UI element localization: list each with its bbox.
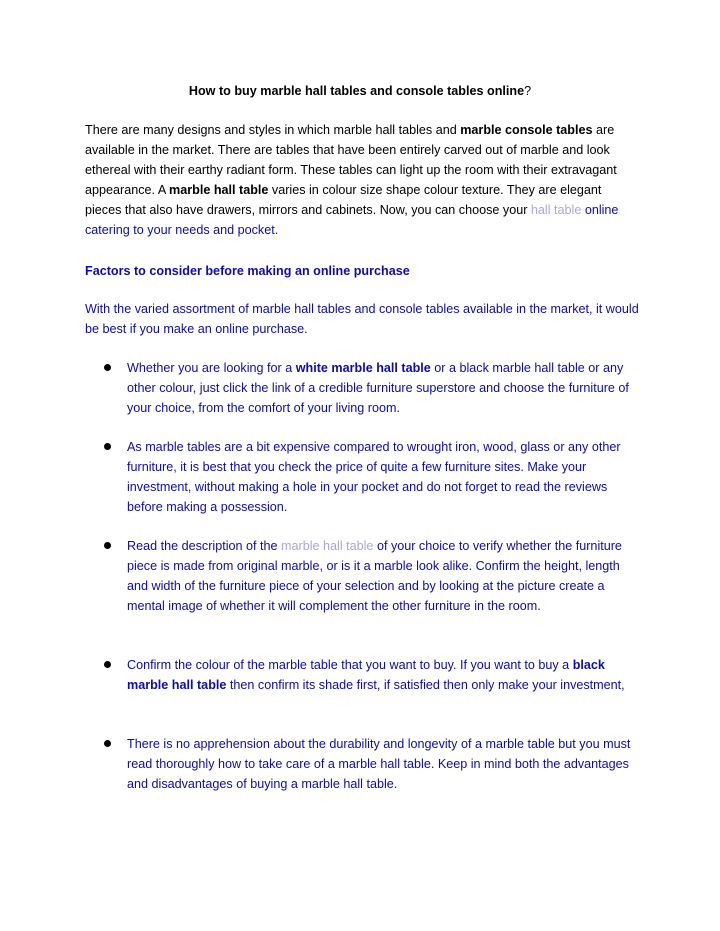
bullet-bold-text: white marble hall table <box>295 361 431 375</box>
intro-text-4: online catering to your needs and pocket. <box>85 203 619 237</box>
bullet-dot-icon <box>104 443 111 450</box>
section-paragraph: With the varied assortment of marble hall tables and console tables available in the market, it would be best if you make an online purchase. <box>85 302 639 336</box>
bullet-item <box>127 655 632 695</box>
bullet-dot-icon <box>104 661 111 668</box>
bullet-dot-icon <box>104 364 111 371</box>
bullet-dot-icon <box>104 740 111 747</box>
bullet-item <box>127 536 632 616</box>
bullet-text: Whether you are looking for a <box>127 361 296 375</box>
bullet-text: then confirm its shade first, if satisfied then only make your investment, <box>226 678 625 692</box>
bullet-dot-icon <box>104 542 111 549</box>
marble-hall-table-link[interactable]: marble hall table <box>281 539 377 553</box>
section-heading: Factors to consider before making an online purchase <box>85 264 410 278</box>
bullet-text: Confirm the colour of the marble table that you want to buy. If you want to buy a <box>127 658 573 672</box>
bullet-item <box>127 734 632 794</box>
intro-bold-marble-console-tables: marble console tables <box>460 123 593 137</box>
hall-table-link[interactable]: hall table <box>530 203 585 217</box>
intro-bold-marble-hall-table: marble hall table <box>169 183 269 197</box>
bullet-text: As marble tables are a bit expensive compared to wrought iron, wood, glass or any other furniture, it is best that you check the price of quite a few furniture sites. Make your investment, without making a hole in your pocket and do not forget to read the reviews before making a possession. <box>127 440 621 514</box>
bullet-text: of your choice to verify whether the furniture piece is made from original marble, or is it a marble look alike. Confirm the height, length and width of the furniture piece of your selection and by looking at the picture create a mental image of whether it will complement the other furniture in the room. <box>127 539 622 613</box>
bullet-text: or a black marble hall table or any other colour, just click the link of a credible furniture superstore and choose the furniture of your choice, from the comfort of your living room. <box>127 361 629 415</box>
bullet-text: Read the description of the <box>127 539 282 553</box>
intro-text-2: are available in the market. There are tables that have been entirely carved out of marble and look ethereal with their earthy radiant form. These tables can light up the room with their extravagant appearance. A <box>85 123 617 197</box>
title-text: How to buy marble hall tables and console tables online <box>188 84 525 98</box>
intro-text-3: varies in colour size shape colour texture. They are elegant pieces that also have drawers, mirrors and cabinets. Now, you can choose your <box>85 183 602 217</box>
page-title <box>0 81 720 101</box>
bullet-text: There is no apprehension about the durability and longevity of a marble table but you must read thoroughly how to take care of a marble hall table. Keep in mind both the advantages and disadvantages of buying a marble hall table. <box>127 737 631 791</box>
bullet-bold-text: black marble hall table <box>127 658 605 692</box>
title-question-mark: ? <box>524 84 532 98</box>
bullet-item <box>127 437 632 517</box>
intro-paragraph <box>85 120 640 240</box>
bullet-item <box>127 358 632 418</box>
intro-text-1: There are many designs and styles in which marble hall tables and <box>85 123 461 137</box>
